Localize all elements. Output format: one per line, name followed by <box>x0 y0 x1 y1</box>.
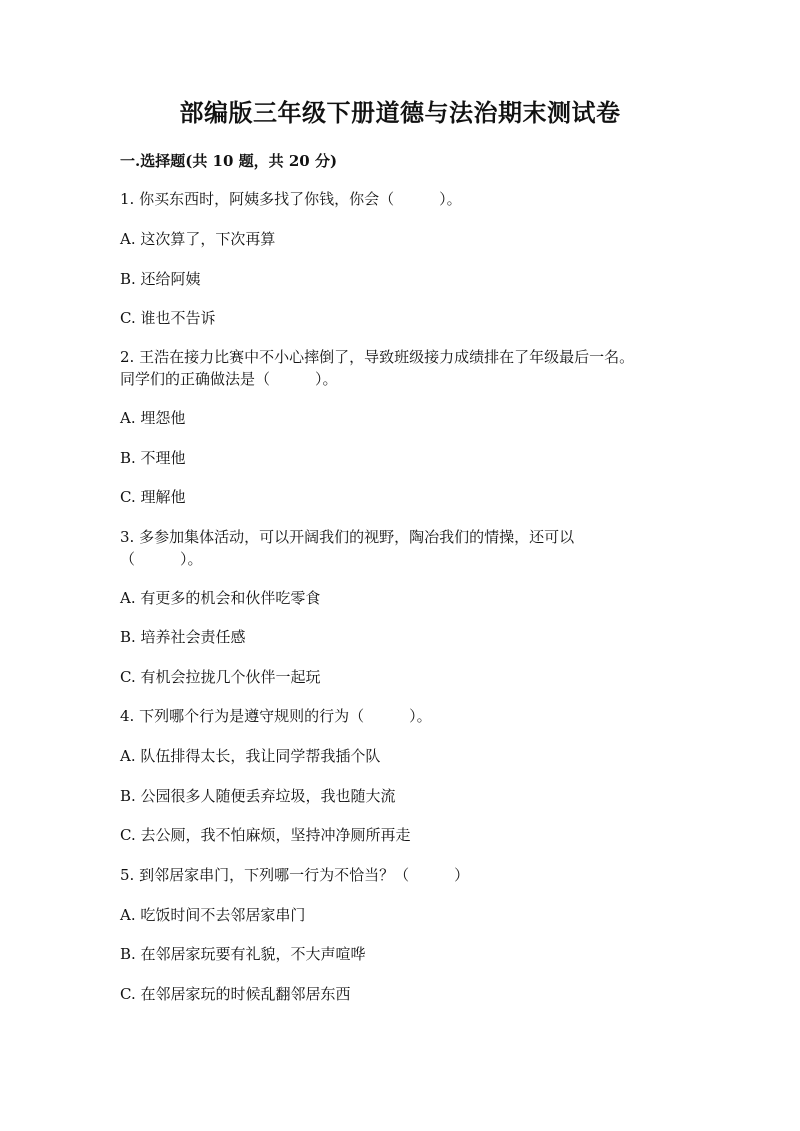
document-title: 部编版三年级下册道德与法治期末测试卷 <box>179 98 621 127</box>
question-2-option-b: B. 不理他 <box>120 449 186 467</box>
question-1-option-a: A. 这次算了，下次再算 <box>120 230 276 248</box>
question-2-option-a: A. 埋怨他 <box>120 409 186 427</box>
question-4-option-a: A. 队伍排得太长，我让同学帮我插个队 <box>120 747 381 765</box>
question-3-stem <box>120 526 680 570</box>
question-2-stem <box>120 346 680 390</box>
question-1-stem <box>120 188 680 210</box>
question-5-stem <box>120 864 680 886</box>
question-stem-line: 3. 多参加集体活动，可以开阔我们的视野，陶冶我们的情操，还可以 <box>120 528 575 546</box>
question-3-option-a: A. 有更多的机会和伙伴吃零食 <box>120 589 321 607</box>
question-4-option-c: C. 去公厕，我不怕麻烦，坚持冲净厕所再走 <box>120 826 411 844</box>
question-stem-line: （ ）。 <box>120 550 203 568</box>
question-stem-line: 5. 到邻居家串门，下列哪一行为不恰当？（ ） <box>120 866 470 884</box>
section-heading: 一.选择题(共 10 题，共 20 分) <box>120 152 338 170</box>
question-1-option-c: C. 谁也不告诉 <box>120 309 216 327</box>
question-5-option-a: A. 吃饭时间不去邻居家串门 <box>120 906 306 924</box>
question-stem-line: 2. 王浩在接力比赛中不小心摔倒了，导致班级接力成绩排在了年级最后一名。 <box>120 348 635 366</box>
question-2-option-c: C. 理解他 <box>120 488 186 506</box>
question-3-option-b: B. 培养社会责任感 <box>120 628 246 646</box>
question-5-option-c: C. 在邻居家玩的时候乱翻邻居东西 <box>120 985 351 1003</box>
question-3-option-c: C. 有机会拉拢几个伙伴一起玩 <box>120 668 321 686</box>
question-5-option-b: B. 在邻居家玩要有礼貌，不大声喧哗 <box>120 945 366 963</box>
question-4-option-b: B. 公园很多人随便丢弃垃圾，我也随大流 <box>120 787 396 805</box>
question-1-option-b: B. 还给阿姨 <box>120 270 201 288</box>
question-stem-line: 同学们的正确做法是（ ）。 <box>120 370 338 388</box>
question-stem-line: 1. 你买东西时，阿姨多找了你钱，你会（ ）。 <box>120 190 462 208</box>
question-4-stem <box>120 705 680 727</box>
question-stem-line: 4. 下列哪个行为是遵守规则的行为（ ）。 <box>120 707 432 725</box>
